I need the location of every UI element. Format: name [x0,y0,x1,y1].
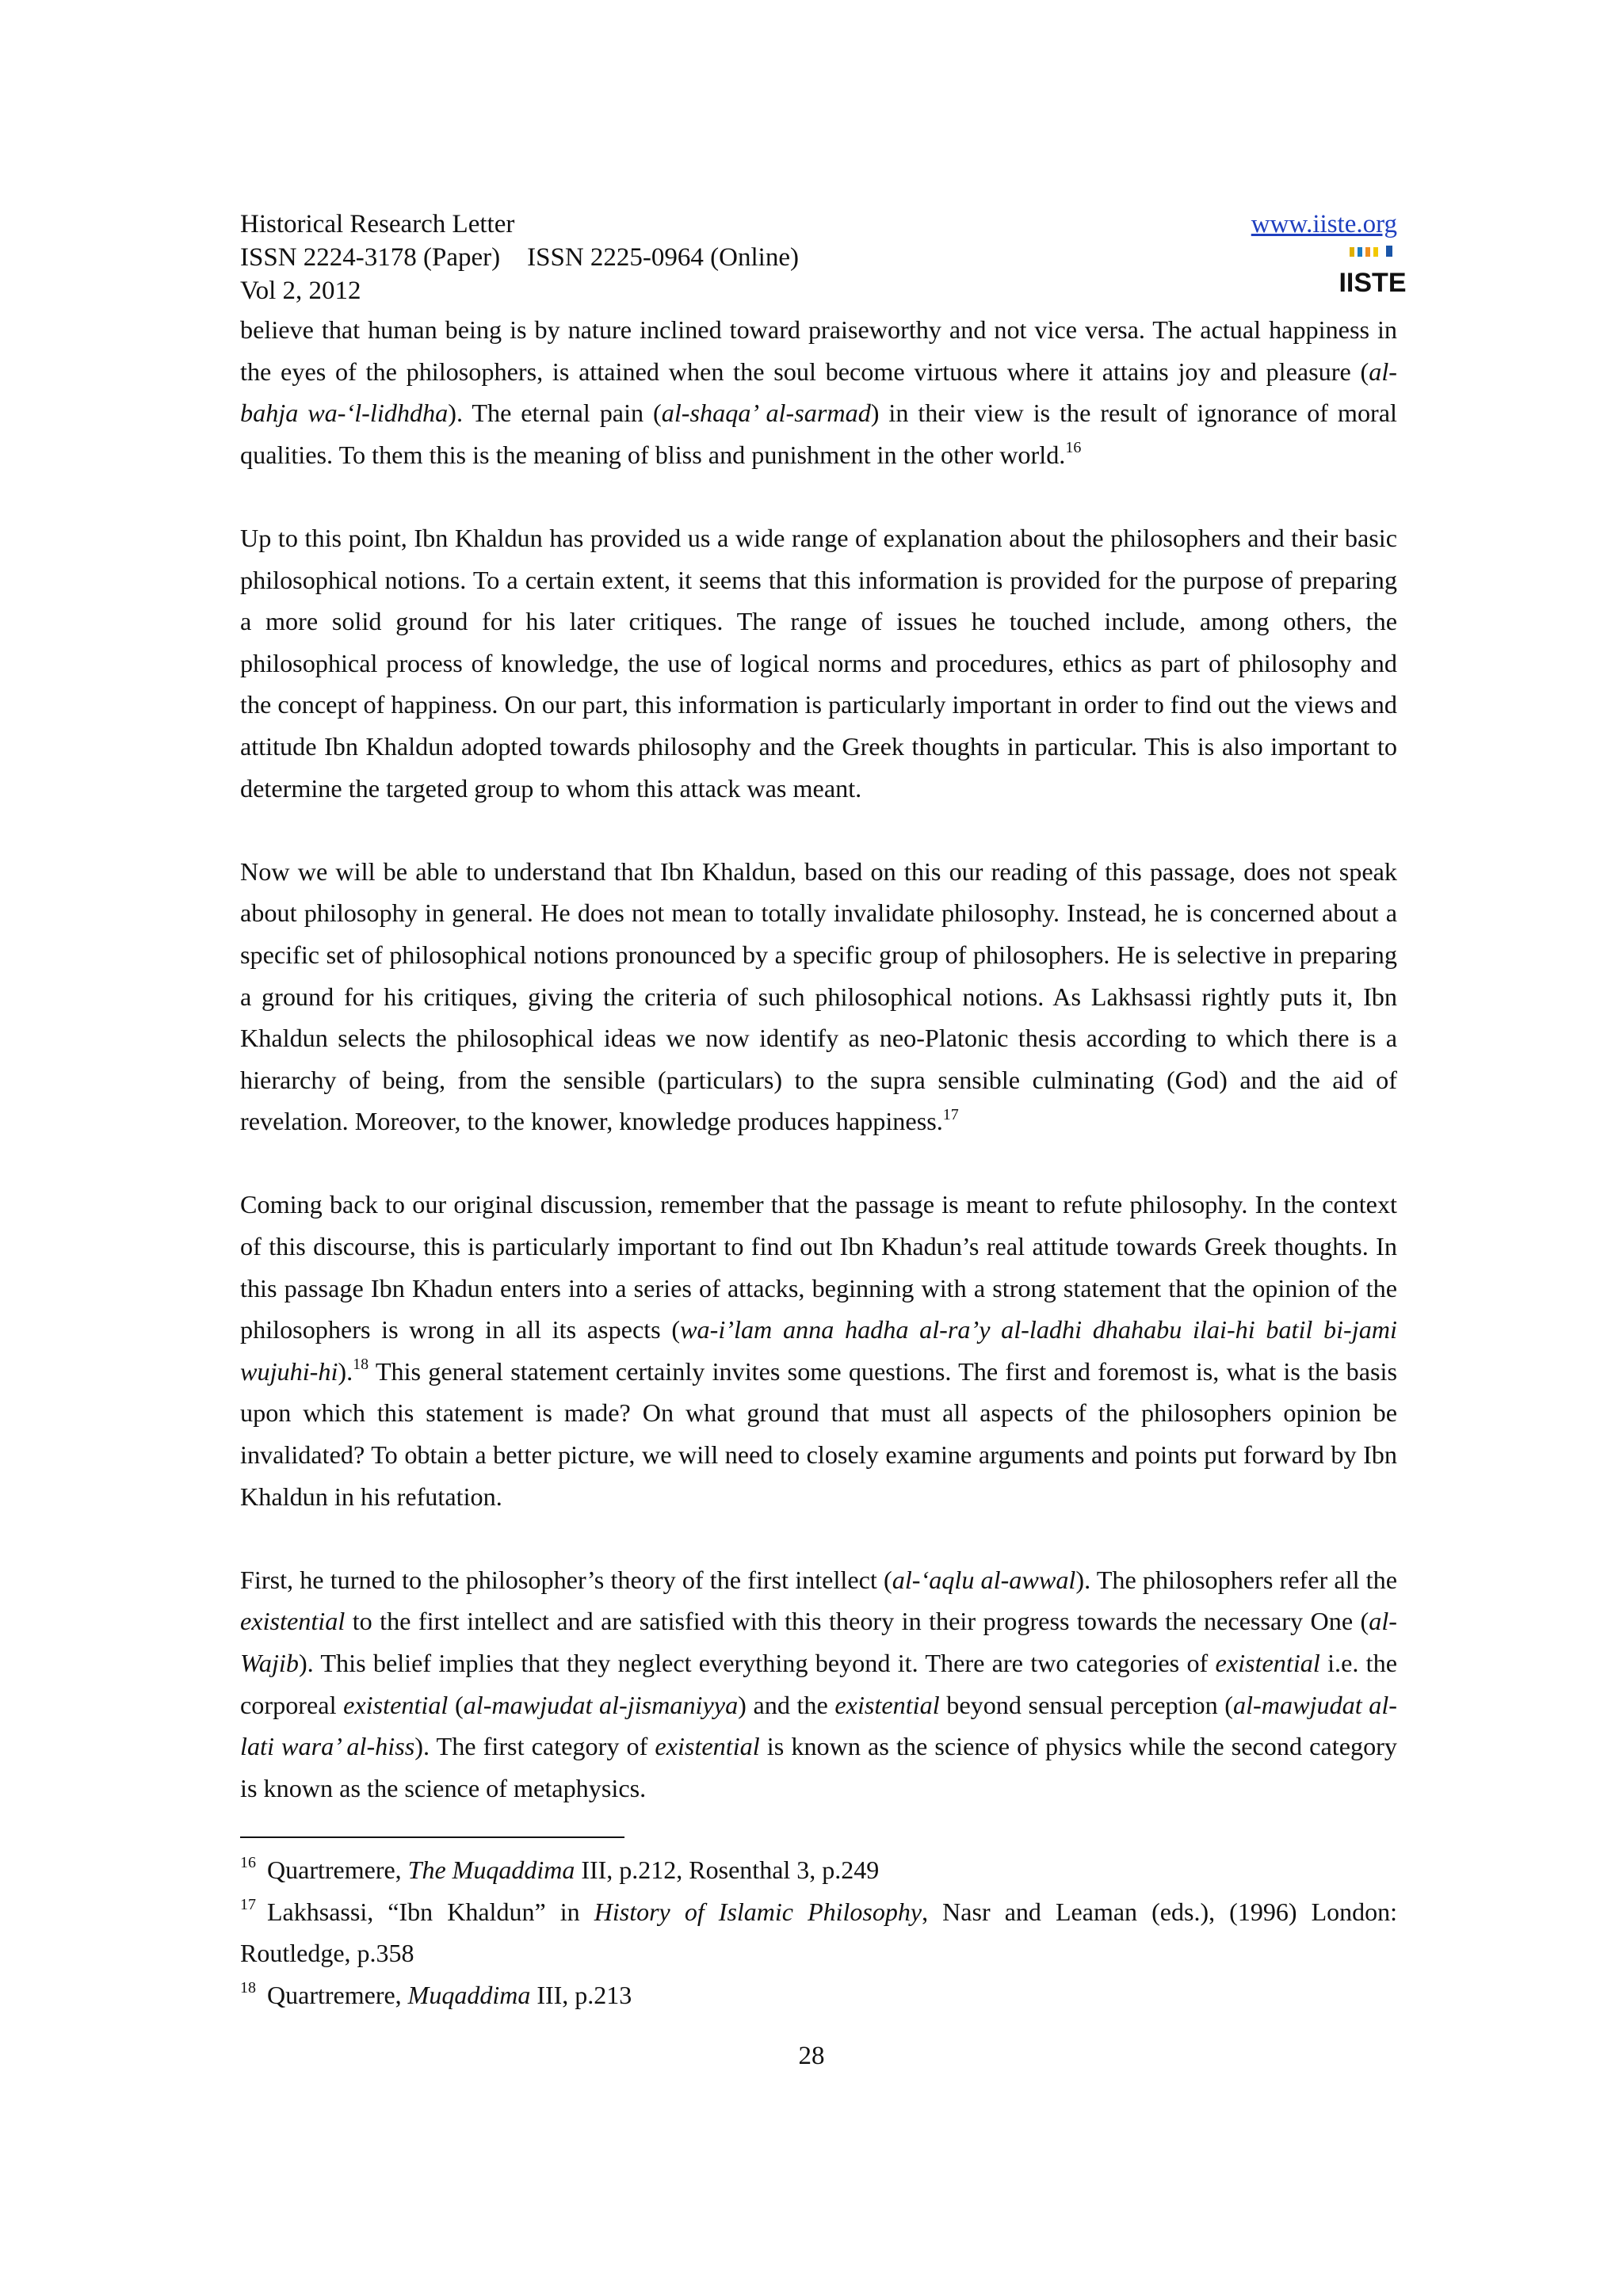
iiste-logo [1338,244,1407,298]
footnote-16: $^{16}$ Quartremere, The Muqaddima III, p.212, Rosenthal 3, p.249 [240,1854,880,1884]
paragraph-1: believe that human being is by nature inclined toward praiseworthy and not vice versa. The actual happiness in the eyes of the philosophers, is attained when the soul become virtuous where it attains joy and pleasure (al-bahja wa-‘l-lidhdha). The eternal pain (al-shaqa’ al-sarmad) in their view is the result of ignorance of moral qualities. To them this is the meaning of bliss and punishment in the other world.$^{16}$ [240,315,1397,469]
paragraph-4: Coming back to our original discussion, remember that the passage is meant to refute philosophy. In the context of this discourse, this is particularly important to find out Ibn Khadun’s real attitude towards Greek thoughts. In this passage Ibn Khadun enters into a series of attacks, beginning with a strong statement that the opinion of the philosophers is wrong in all its aspects (wa-i’lam anna hadha al-ra’y al-ladhi dhahabu ilai-hi batil bi-jami wujuhi-hi).$^{18}$ This general statement certainly invites some questions. The first and foremost is, what is the basis upon which this statement is made? On what ground that must all aspects of the philosophers opinion be invalidated? To obtain a better picture, we will need to closely examine arguments and points put forward by Ibn Khaldun in his refutation. [240,1190,1397,1511]
issn-line [240,241,1397,274]
running-header [240,208,1397,307]
footnote-17: $^{17}$ Lakhsassi, “Ibn Khaldun” in History of Islamic Philosophy, Nasr and Leaman (eds.), (1996) London: Routledge, p.358 [240,1895,1398,1968]
logo-lettering: IISTE [1338,268,1407,298]
paragraph-3: Now we will be able to understand that Ibn Khaldun, based on this our reading of this passage, does not speak about philosophy in general. He does not mean to totally invalidate philosophy. Instead, he is concerned about a specific set of philosophical notions pronounced by a specific group of philosophers. He is selective in preparing a ground for his critiques, giving the criteria of such philosophical notions. As Lakhsassi rightly puts it, Ibn Khaldun selects the philosophical ideas we now identify as neo-Platonic thesis according to which there is a hierarchy of being, from the sensible (particulars) to the supra sensible culminating (God) and the aid of revelation. Moreover, to the knower, knowledge produces happiness.$^{17}$ [240,856,1397,1136]
footnote-ref-16[interactable]: 16 [1065,439,1082,457]
paragraph-5: First, he turned to the philosopher’s theory of the first intellect (al-‘aqlu al-awwal). The philosophers refer all the existential to the first intellect and are satisfied with this theory in their progress towards the necessary One (al-Wajib). This belief implies that they neglect everything beyond it. There are two categories of existential i.e. the corporeal existential (al-mawjudat al-jismaniyya) and the existential beyond sensual perception (al-mawjudat al-lati wara’ al-hiss). The first category of existential is known as the science of physics while the second category is known as the science of metaphysics. [240,1565,1398,1802]
footnote-ref-18[interactable]: 18 [353,1356,369,1374]
footnote-divider [240,1836,624,1838]
article-body [240,309,1397,1851]
journal-title: Historical Research Letter [240,210,515,238]
footnotes [240,1849,1397,2016]
issn-online: ISSN 2225-0964 (Online) [527,243,799,272]
issn-paper: ISSN 2224-3178 (Paper) [240,243,501,272]
paragraph-2: Up to this point, Ibn Khaldun has provided us a wide range of explanation about the philosophers and their basic philosophical notions. To a certain extent, it seems that this information is provided for the purpose of preparing a more solid ground for his later critiques. The range of issues he touched include, among others, the philosophical process of knowledge, the use of logical norms and procedures, ethics as part of philosophy and the concept of happiness. On our part, this information is particularly important in order to find out the views and attitude Ibn Khaldun adopted towards philosophy and the Greek thoughts in particular. This is also important to determine the targeted group to whom this attack was meant. [240,523,1397,803]
journal-url-link[interactable]: www.iiste.org [1251,210,1397,238]
page-number: 28 [798,2042,825,2070]
footnote-18: $^{18}$ Quartremere, Muqaddima III, p.213 [240,1979,632,2009]
footnote-ref-17[interactable]: 17 [942,1105,959,1123]
volume-line: Vol 2, 2012 [240,277,361,305]
